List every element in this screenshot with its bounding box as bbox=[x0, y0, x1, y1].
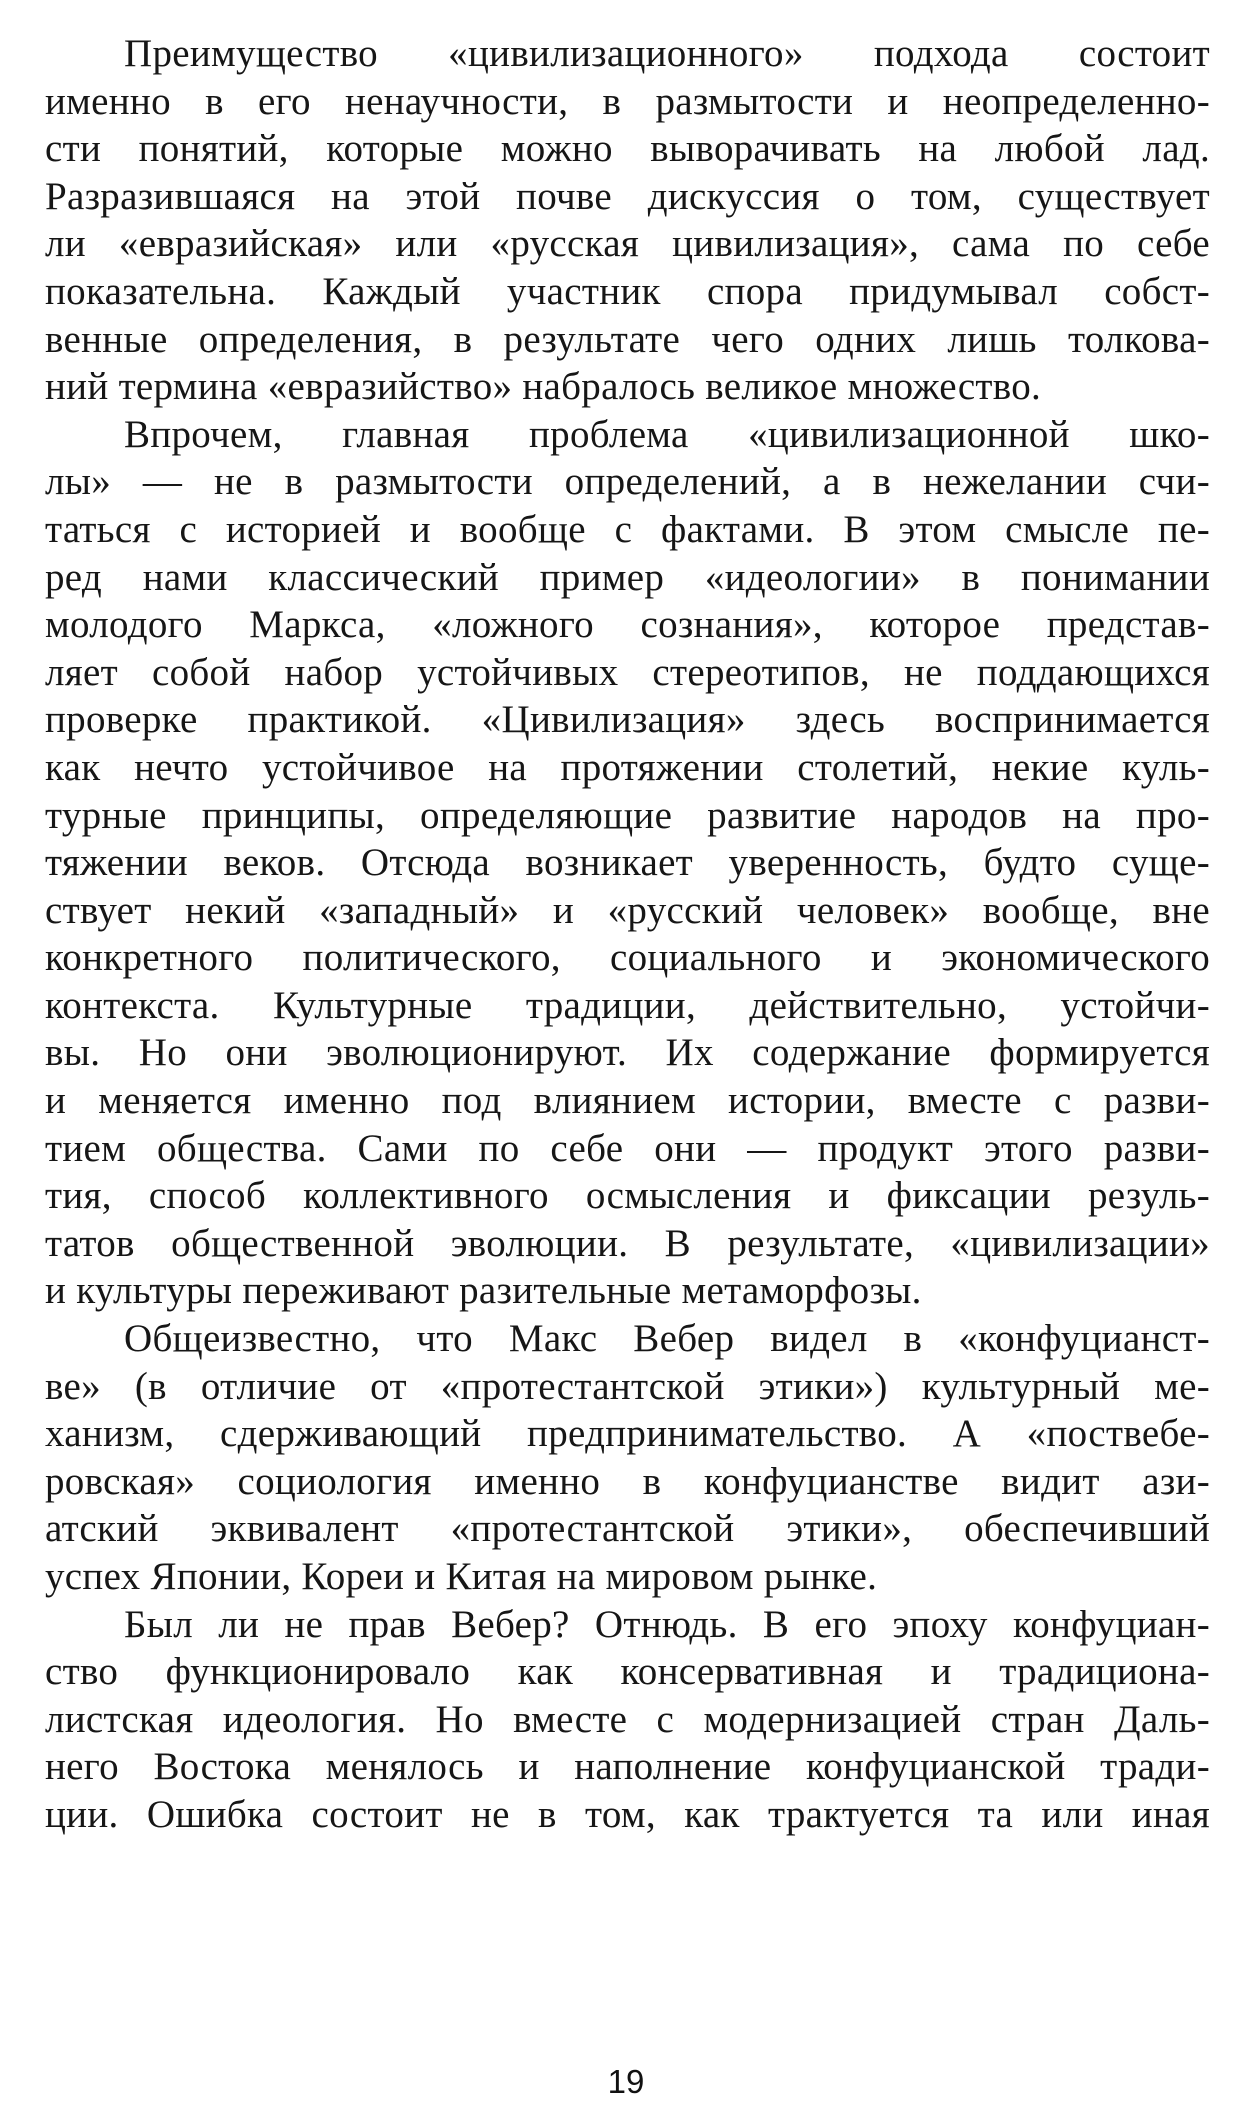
text-line: Был ли не прав Вебер? Отнюдь. В его эпоху конфуциан- bbox=[124, 1602, 1210, 1646]
text-line: тяжении веков. Отсюда возникает уверенность, будто суще- bbox=[45, 841, 1210, 885]
text-line: листская идеология. Но вместе с модернизацией стран Даль- bbox=[45, 1697, 1210, 1741]
text-line: проверке практикой. «Цивилизация» здесь воспринимается bbox=[45, 698, 1210, 742]
text-line: и меняется именно под влиянием истории, вместе с разви- bbox=[45, 1079, 1210, 1123]
text-line: успех Японии, Кореи и Китая на мировом рынке. bbox=[45, 1555, 878, 1598]
text-line: ред нами классический пример «идеологии» в понимании bbox=[45, 555, 1210, 599]
text-line: таться с историей и вообще с фактами. В этом смысле пе- bbox=[45, 507, 1210, 551]
text-line: Преимущество «цивилизационного» подхода состоит bbox=[124, 32, 1210, 75]
text-line: ли «евразийская» или «русская цивилизация», сама по себе bbox=[45, 222, 1210, 266]
text-line: атский эквивалент «протестантской этики», обеспечивший bbox=[45, 1507, 1210, 1551]
text-line: Разразившаяся на этой почве дискуссия о том, существует bbox=[45, 174, 1210, 218]
text-line: ствует некий «западный» и «русский человек» вообще, вне bbox=[45, 888, 1210, 932]
text-line: именно в его ненаучности, в размытости и неопределенно- bbox=[45, 79, 1210, 123]
text-line: татов общественной эволюции. В результате, «цивилизации» bbox=[45, 1221, 1210, 1265]
paragraph bbox=[45, 411, 1210, 1315]
text-line: ляет собой набор устойчивых стереотипов, не поддающихся bbox=[45, 650, 1210, 694]
text-line: сти понятий, которые можно выворачивать на любой лад. bbox=[45, 127, 1210, 171]
text-line: ханизм, сдерживающий предпринимательство. А «поствебе- bbox=[45, 1412, 1210, 1456]
body-text bbox=[45, 30, 1210, 1839]
text-line: показательна. Каждый участник спора придумывал собст- bbox=[45, 269, 1210, 313]
text-line: молодого Маркса, «ложного сознания», которое представ- bbox=[45, 603, 1210, 647]
text-line: венные определения, в результате чего одних лишь толкова- bbox=[45, 317, 1210, 361]
book-page bbox=[45, 30, 1210, 2070]
text-line: Впрочем, главная проблема «цивилизационной шко- bbox=[124, 412, 1210, 456]
text-line: конкретного политического, социального и экономического bbox=[45, 936, 1210, 980]
paragraph bbox=[45, 30, 1210, 411]
text-line: ве» (в отличие от «протестантской этики») культурный ме- bbox=[45, 1364, 1210, 1408]
text-line: него Востока менялось и наполнение конфуцианской тради- bbox=[45, 1745, 1210, 1789]
paragraph bbox=[45, 1601, 1210, 1839]
text-line: контекста. Культурные традиции, действительно, устойчи- bbox=[45, 983, 1210, 1027]
text-line: ции. Ошибка состоит не в том, как трактуется та или иная bbox=[45, 1792, 1210, 1836]
page-number: 19 bbox=[607, 2063, 645, 2100]
text-line: турные принципы, определяющие развитие народов на про- bbox=[45, 793, 1210, 837]
text-line: тием общества. Сами по себе они — продукт этого разви- bbox=[45, 1126, 1210, 1170]
text-line: и культуры переживают разительные метаморфозы. bbox=[45, 1269, 922, 1313]
text-line: вы. Но они эволюционируют. Их содержание формируется bbox=[45, 1031, 1210, 1075]
text-line: ровская» социология именно в конфуцианстве видит ази- bbox=[45, 1459, 1210, 1503]
text-line: лы» — не в размытости определений, а в нежелании счи- bbox=[45, 460, 1210, 504]
paragraph bbox=[45, 1315, 1210, 1601]
text-line: как нечто устойчивое на протяжении столетий, некие куль- bbox=[45, 745, 1210, 789]
text-line: тия, способ коллективного осмысления и фиксации резуль- bbox=[45, 1174, 1210, 1218]
text-line: ство функционировало как консервативная и традициона- bbox=[45, 1650, 1210, 1694]
text-line: ний термина «евразийство» набралось великое множество. bbox=[45, 365, 1042, 409]
text-line: Общеизвестно, что Макс Вебер видел в «конфуцианст- bbox=[124, 1317, 1210, 1361]
